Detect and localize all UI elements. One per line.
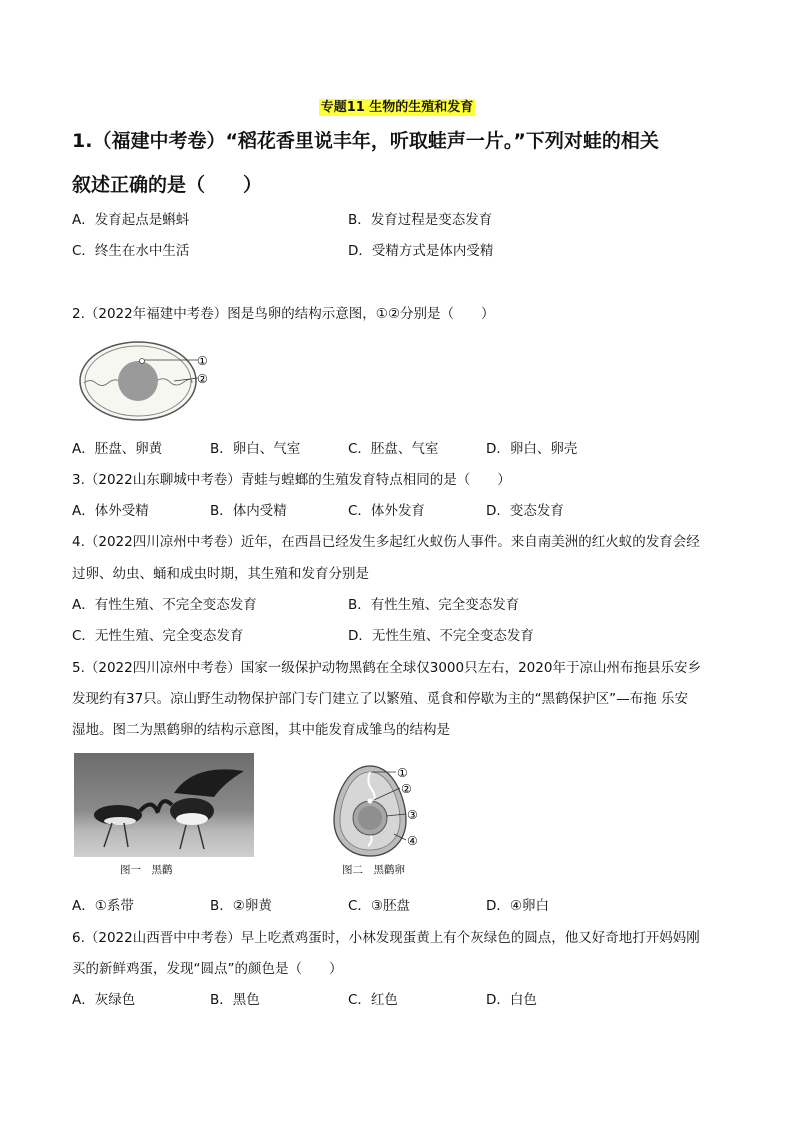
germinal-disc <box>140 359 145 364</box>
q1-option-d[interactable]: D．受精方式是体内受精 <box>348 243 494 259</box>
q5-egg-label-4: ④ <box>407 834 418 848</box>
q5-egg-label-3: ③ <box>407 808 418 822</box>
q5-option-b[interactable]: B．②卵黄 <box>210 898 272 914</box>
q3-stem: 3.（2022山东聊城中考卷）青蛙与蝗螂的生殖发育特点相同的是（ ） <box>72 472 511 488</box>
q2-option-b[interactable]: B．卵白、气室 <box>210 441 301 457</box>
q2-bird-egg-figure <box>76 338 216 428</box>
q5-fig1-caption: 图一 黑鹳 <box>120 864 173 876</box>
q5-egg-label-1: ① <box>397 766 408 780</box>
q2-option-c[interactable]: C．胚盘、气室 <box>348 441 439 457</box>
q6-option-c[interactable]: C．红色 <box>348 992 398 1008</box>
q6-option-a[interactable]: A．灰绿色 <box>72 992 136 1008</box>
q5-stem-line3: 湿地。图二为黑鹤卵的结构示意图，其中能发育成雏鸟的结构是 <box>72 722 450 738</box>
q5-stem-line1: 5.（2022四川凉州中考卷）国家一级保护动物黑鹤在全球仅3000只左右，2020年于凉山州布拖县乐安乡 <box>72 660 701 676</box>
q4-stem-line1: 4.（2022四川凉州中考卷）近年，在西昌已经发生多起红火蚁伤人事件。来自南美洲的红火蚁的发育会经 <box>72 534 700 550</box>
q5-fig2-caption: 图二 黑鹳卵 <box>342 864 405 876</box>
q3-option-d[interactable]: D．变态发育 <box>486 503 564 519</box>
q1-stem-line2: 叙述正确的是（ ） <box>72 174 263 196</box>
q1-stem-line1: 1.（福建中考卷）“稻花香里说丰年，听取蛙声一片。”下列对蛙的相关 <box>72 130 659 152</box>
photo-background <box>74 753 254 857</box>
q4-option-c[interactable]: C．无性生殖、完全变态发育 <box>72 628 244 644</box>
q5-option-a[interactable]: A．①系带 <box>72 898 134 914</box>
q4-option-a[interactable]: A．有性生殖、不完全变态发育 <box>72 597 257 613</box>
q4-option-b[interactable]: B．有性生殖、完全变态发育 <box>348 597 520 613</box>
q1-option-a[interactable]: A．发育起点是蝌蚪 <box>72 212 190 228</box>
q3-option-c[interactable]: C．体外发育 <box>348 503 425 519</box>
q5-black-stork-photo <box>74 753 254 857</box>
q4-option-d[interactable]: D．无性生殖、不完全变态发育 <box>348 628 534 644</box>
q2-label-2: ② <box>197 372 208 386</box>
q5-stem-line2: 发现约有37只。凉山野生动物保护部门专门建立了以繁殖、觅食和停歇为主的“黑鹤保护区”—布拖 乐安 <box>72 691 688 707</box>
q6-option-b[interactable]: B．黑色 <box>210 992 260 1008</box>
stork-belly-right <box>176 813 208 825</box>
germinal-disc <box>368 799 373 804</box>
q1-option-b[interactable]: B．发育过程是变态发育 <box>348 212 493 228</box>
q2-option-d[interactable]: D．卵白、卵壳 <box>486 441 578 457</box>
stork-belly-left <box>104 817 136 825</box>
page-title: 专题11 生物的生殖和发育 <box>320 100 474 115</box>
q2-option-a[interactable]: A．胚盘、卵黄 <box>72 441 163 457</box>
q6-stem-line1: 6.（2022山西晋中中考卷）早上吃煮鸡蛋时，小林发现蛋黄上有个灰绿色的圆点，他又好奇地打开妈妈刚 <box>72 930 700 946</box>
q2-label-1: ① <box>197 354 208 368</box>
q3-option-b[interactable]: B．体内受精 <box>210 503 287 519</box>
q4-stem-line2: 过卵、幼虫、蛹和成虫时期，其生殖和发育分别是 <box>72 566 369 582</box>
egg-yolk <box>118 361 158 401</box>
q6-stem-line2: 买的新鲜鸡蛋，发现“圆点”的颜色是（ ） <box>72 961 343 977</box>
q6-option-d[interactable]: D．白色 <box>486 992 537 1008</box>
q3-option-a[interactable]: A．体外受精 <box>72 503 149 519</box>
q2-stem: 2.（2022年福建中考卷）图是鸟卵的结构示意图，①②分别是（ ） <box>72 306 495 322</box>
q5-egg-label-2: ② <box>401 782 412 796</box>
q1-option-c[interactable]: C．终生在水中生活 <box>72 243 190 259</box>
egg-yolk-inner <box>358 806 382 830</box>
q5-stork-egg-figure <box>330 760 430 860</box>
q5-option-c[interactable]: C．③胚盘 <box>348 898 411 914</box>
q5-option-d[interactable]: D．④卵白 <box>486 898 549 914</box>
